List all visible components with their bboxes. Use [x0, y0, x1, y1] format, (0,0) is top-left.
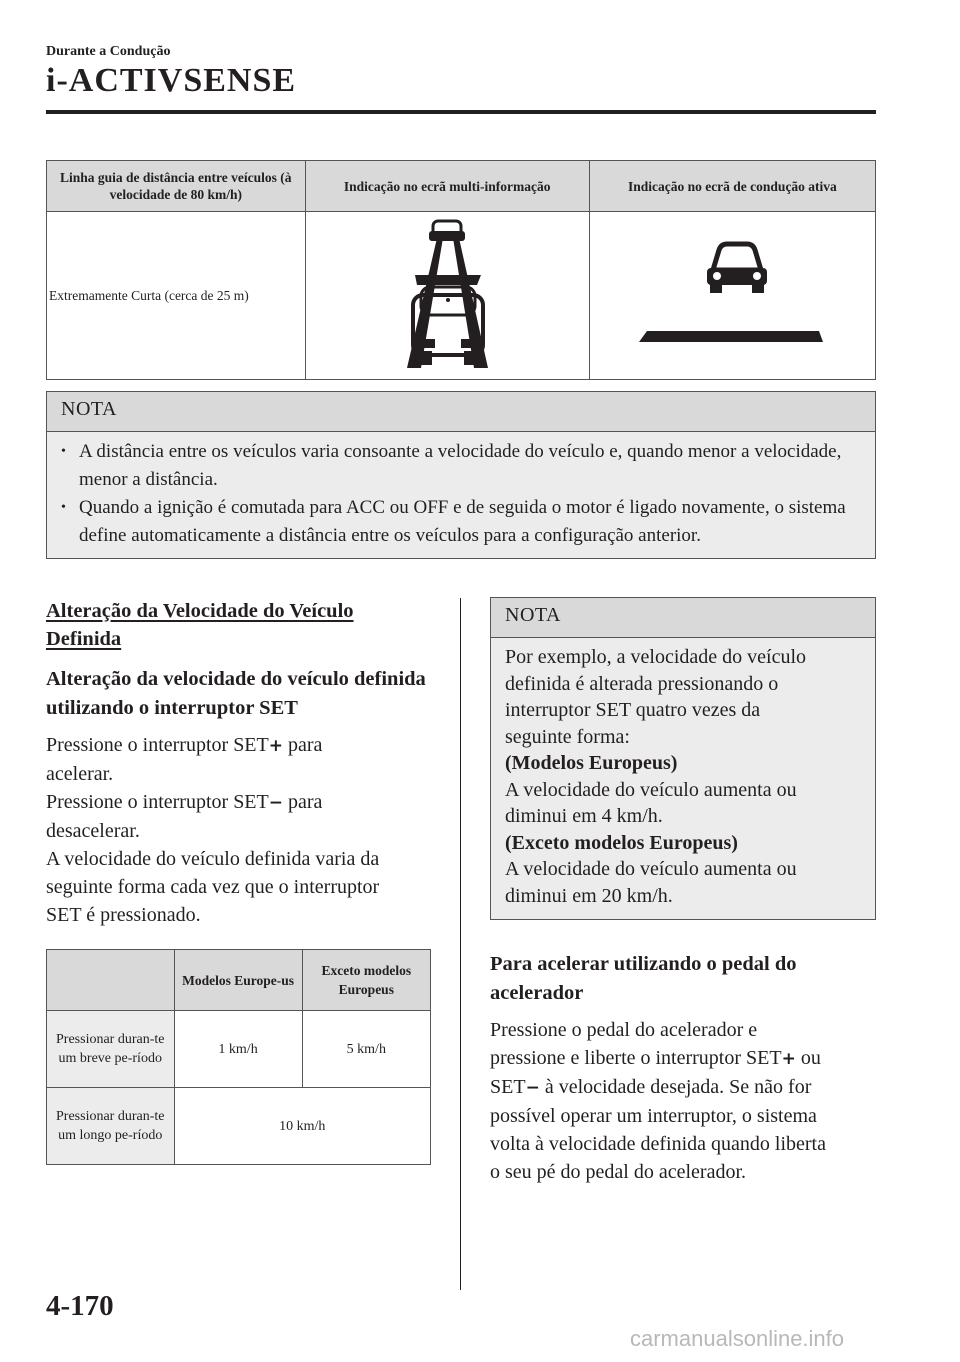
right-column [490, 950, 876, 1186]
column-divider [460, 598, 461, 1290]
note-title: NOTA [47, 392, 875, 432]
section-heading: Alteração da Velocidade do Veículo Definida [46, 600, 354, 650]
multi-info-cell [305, 212, 589, 380]
note-box [46, 391, 876, 559]
note-body [47, 432, 875, 558]
note-item [61, 494, 861, 550]
paragraph: Pressione o interruptor SET+ para acelerar. Pressione o interruptor SET− para desacelerar. A velocidade do veículo definida varia da seguinte forma cada vez que o interruptor SET é pressionado. [46, 734, 380, 926]
subsection-heading: Para acelerar utilizando o pedal do acelerador [490, 953, 797, 1004]
plus-icon: + [268, 736, 283, 756]
distance-table [46, 160, 876, 380]
section-label: Durante a Condução [46, 44, 171, 59]
distance-label: Extremamente Curta (cerca de 25 m) [47, 212, 306, 380]
paragraph: Pressione o pedal do acelerador e pressione e liberte o interruptor SET+ ou SET− à velocidade desejada. Se não for possível operar um interruptor, o sistema volta à velocidade definida quando liberta o seu pé do pedal do acelerador. [490, 1019, 826, 1183]
car-ahead-bar-icon [593, 213, 871, 373]
page-title: i-ACTIVSENSE [46, 62, 297, 99]
page-number: 4-170 [46, 1290, 114, 1322]
row-label: Pressionar duran-te um breve pe-ríodo [47, 1011, 175, 1088]
page-header [46, 44, 296, 100]
table-header: Modelos Europe-us [174, 950, 302, 1011]
note-body: Por exemplo, a velocidade do veículo definida é alterada pressionando o interruptor SET quatro vezes da seguinte forma: (Modelos Europeus) A velocidade do veículo aumenta ou diminui em 4 km/h. (Exceto modelos Europeus) A velocidade do veículo aumenta ou diminui em 20 km/h. [491, 638, 875, 919]
table-cell: 1 km/h [174, 1011, 302, 1088]
table-cell: 5 km/h [302, 1011, 430, 1088]
note-box [490, 597, 876, 920]
table-cell: 10 km/h [174, 1088, 431, 1165]
table-header: Linha guia de distância entre veículos (à velocidade de 80 km/h) [47, 161, 306, 212]
table-header-empty [47, 950, 175, 1011]
subsection-heading: Alteração da velocidade do veículo definida utilizando o interruptor SET [46, 668, 426, 719]
table-header: Exceto modelos Europeus [302, 950, 430, 1011]
note-title: NOTA [491, 598, 875, 638]
table-header: Indicação no ecrã de condução ativa [589, 161, 875, 212]
minus-icon: − [268, 793, 283, 813]
bullet-icon: • [61, 500, 66, 515]
note-text: A distância entre os veículos varia consoante a velocidade do veículo e, quando menor a velocidade, menor a distância. [79, 441, 842, 490]
plus-icon: + [781, 1049, 796, 1069]
minus-icon: − [525, 1078, 540, 1098]
bullet-icon: • [61, 444, 66, 459]
header-rule [46, 110, 876, 114]
note-text: Quando a ignição é comutada para ACC ou OFF e de seguida o motor é ligado novamente, o sistema define automaticamente a distância entre os veículos para a configuração anterior. [79, 497, 846, 546]
row-label: Pressionar duran-te um longo pe-ríodo [47, 1088, 175, 1165]
active-display-cell [589, 212, 875, 380]
note-item [61, 438, 861, 494]
table-header: Indicação no ecrã multi-informação [305, 161, 589, 212]
car-distance-guide-icon [309, 213, 585, 373]
left-column [46, 597, 431, 1165]
note-subheading: (Modelos Europeus) [505, 752, 678, 774]
watermark: carmanualsonline.info [630, 1326, 845, 1351]
note-subheading: (Exceto modelos Europeus) [505, 831, 738, 854]
speed-table [46, 949, 431, 1165]
